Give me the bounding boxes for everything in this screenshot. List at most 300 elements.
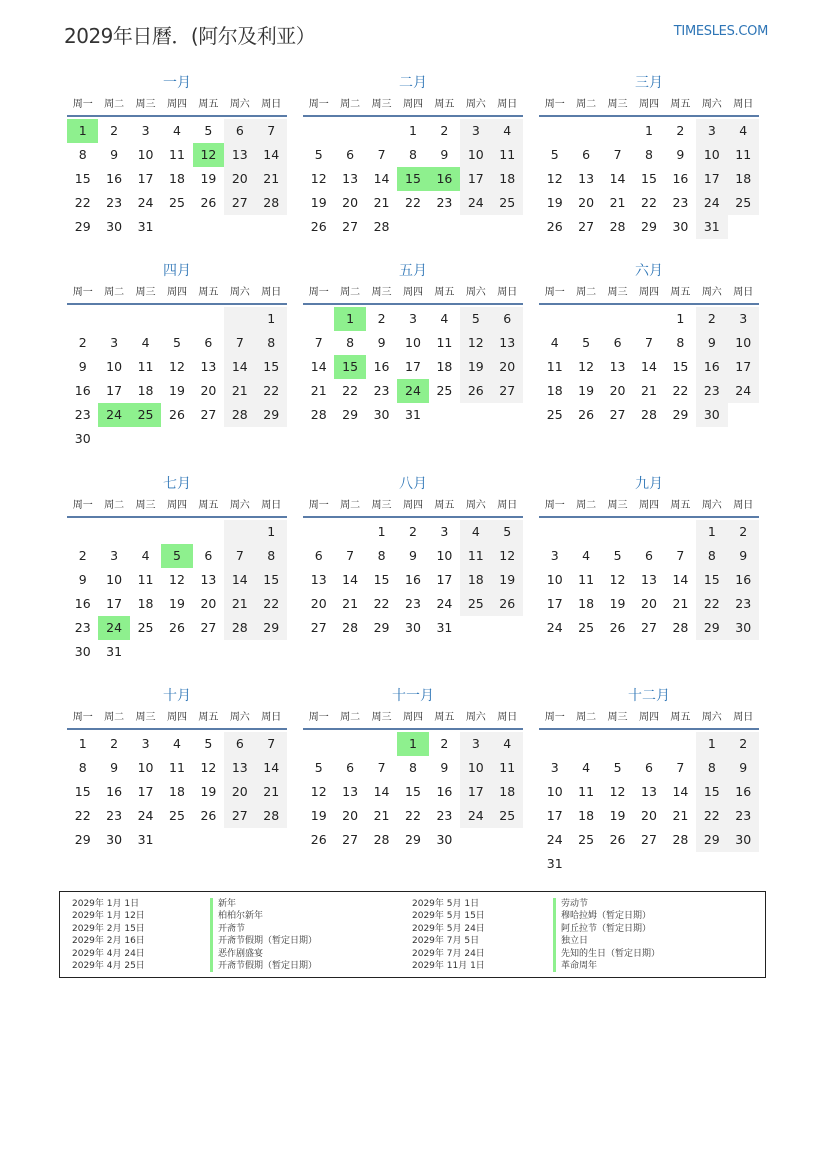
day-cell[interactable]: 31	[137, 219, 154, 234]
day-cell[interactable]: 11	[137, 359, 154, 374]
day-cell[interactable]: 15	[256, 355, 287, 379]
day-cell[interactable]: 29	[256, 403, 287, 427]
day-cell[interactable]: 29	[696, 828, 727, 852]
day-cell[interactable]: 28	[256, 804, 287, 828]
day-cell[interactable]: 26	[578, 407, 595, 422]
day-cell[interactable]: 31	[137, 832, 154, 847]
day-cell[interactable]: 14	[672, 784, 689, 799]
day-cell[interactable]: 15	[696, 568, 727, 592]
day-cell[interactable]: 17	[137, 784, 154, 799]
day-cell[interactable]: 17	[106, 383, 123, 398]
day-cell[interactable]: 18	[460, 568, 491, 592]
day-cell[interactable]: 26	[169, 407, 185, 422]
day-cell[interactable]: 22	[641, 195, 657, 210]
day-cell[interactable]: 18	[578, 596, 595, 611]
day-cell[interactable]: 11	[546, 359, 563, 374]
day-cell[interactable]: 4	[173, 736, 181, 751]
day-cell[interactable]: 13	[578, 171, 595, 186]
day-cell[interactable]: 3	[110, 548, 119, 563]
day-cell[interactable]: 7	[377, 760, 386, 775]
day-cell[interactable]: 15	[373, 572, 390, 587]
day-cell[interactable]: 8	[78, 147, 87, 162]
day-cell[interactable]: 9	[728, 544, 759, 568]
day-cell[interactable]: 11	[169, 147, 185, 162]
day-cell[interactable]: 20	[609, 383, 626, 398]
holiday-day-cell[interactable]: 1	[334, 307, 365, 331]
day-cell[interactable]: 28	[672, 620, 689, 635]
day-cell[interactable]: 4	[440, 311, 449, 326]
day-cell[interactable]: 28	[310, 407, 327, 422]
day-cell[interactable]: 13	[200, 572, 217, 587]
day-cell[interactable]: 29	[696, 616, 727, 640]
day-cell[interactable]: 24	[546, 620, 563, 635]
day-cell[interactable]: 23	[696, 379, 727, 403]
day-cell[interactable]: 23	[373, 383, 390, 398]
day-cell[interactable]: 3	[409, 311, 417, 326]
day-cell[interactable]: 16	[106, 784, 123, 799]
day-cell[interactable]: 19	[492, 568, 523, 592]
day-cell[interactable]: 4	[141, 548, 150, 563]
day-cell[interactable]: 15	[74, 784, 91, 799]
day-cell[interactable]: 22	[696, 804, 727, 828]
day-cell[interactable]: 16	[672, 171, 689, 186]
holiday-day-cell[interactable]: 1	[67, 119, 98, 143]
day-cell[interactable]: 31	[436, 620, 453, 635]
day-cell[interactable]: 16	[728, 568, 759, 592]
day-cell[interactable]: 21	[256, 167, 287, 191]
day-cell[interactable]: 21	[672, 808, 689, 823]
day-cell[interactable]: 23	[106, 195, 123, 210]
day-cell[interactable]: 7	[676, 548, 685, 563]
day-cell[interactable]: 9	[409, 548, 417, 563]
day-cell[interactable]: 12	[578, 359, 595, 374]
holiday-day-cell[interactable]: 12	[193, 143, 224, 167]
day-cell[interactable]: 31	[405, 407, 421, 422]
day-cell[interactable]: 3	[141, 736, 150, 751]
day-cell[interactable]: 28	[609, 219, 626, 234]
day-cell[interactable]: 14	[256, 756, 287, 780]
day-cell[interactable]: 23	[672, 195, 689, 210]
day-cell[interactable]: 6	[492, 307, 523, 331]
day-cell[interactable]: 27	[641, 620, 657, 635]
day-cell[interactable]: 23	[106, 808, 123, 823]
day-cell[interactable]: 8	[256, 331, 287, 355]
day-cell[interactable]: 3	[550, 548, 559, 563]
day-cell[interactable]: 13	[609, 359, 626, 374]
day-cell[interactable]: 3	[440, 524, 449, 539]
day-cell[interactable]: 18	[492, 780, 523, 804]
day-cell[interactable]: 27	[342, 219, 359, 234]
day-cell[interactable]: 8	[676, 335, 685, 350]
day-cell[interactable]: 24	[728, 379, 759, 403]
day-cell[interactable]: 9	[377, 335, 386, 350]
day-cell[interactable]: 3	[728, 307, 759, 331]
day-cell[interactable]: 7	[377, 147, 386, 162]
day-cell[interactable]: 4	[173, 123, 181, 138]
day-cell[interactable]: 5	[314, 147, 323, 162]
day-cell[interactable]: 3	[550, 760, 559, 775]
day-cell[interactable]: 10	[137, 147, 154, 162]
day-cell[interactable]: 20	[200, 596, 217, 611]
day-cell[interactable]: 6	[346, 147, 355, 162]
day-cell[interactable]: 19	[609, 596, 626, 611]
day-cell[interactable]: 11	[169, 760, 185, 775]
day-cell[interactable]: 18	[492, 167, 523, 191]
day-cell[interactable]: 14	[641, 359, 657, 374]
day-cell[interactable]: 9	[110, 760, 119, 775]
day-cell[interactable]: 15	[696, 780, 727, 804]
day-cell[interactable]: 26	[609, 620, 626, 635]
day-cell[interactable]: 25	[492, 191, 523, 215]
day-cell[interactable]: 19	[169, 596, 185, 611]
day-cell[interactable]: 22	[74, 195, 91, 210]
day-cell[interactable]: 5	[204, 736, 213, 751]
day-cell[interactable]: 19	[200, 784, 217, 799]
day-cell[interactable]: 20	[492, 355, 523, 379]
day-cell[interactable]: 15	[672, 359, 689, 374]
day-cell[interactable]: 1	[256, 520, 287, 544]
day-cell[interactable]: 16	[436, 784, 453, 799]
day-cell[interactable]: 9	[440, 760, 449, 775]
day-cell[interactable]: 12	[310, 784, 327, 799]
day-cell[interactable]: 21	[224, 379, 255, 403]
day-cell[interactable]: 3	[460, 119, 491, 143]
day-cell[interactable]: 25	[169, 195, 185, 210]
day-cell[interactable]: 1	[377, 524, 386, 539]
day-cell[interactable]: 2	[377, 311, 386, 326]
day-cell[interactable]: 24	[137, 195, 154, 210]
day-cell[interactable]: 12	[609, 572, 626, 587]
day-cell[interactable]: 30	[728, 828, 759, 852]
day-cell[interactable]: 10	[728, 331, 759, 355]
day-cell[interactable]: 25	[137, 620, 154, 635]
day-cell[interactable]: 31	[106, 644, 123, 659]
day-cell[interactable]: 29	[641, 219, 657, 234]
day-cell[interactable]: 24	[460, 804, 491, 828]
day-cell[interactable]: 21	[373, 195, 390, 210]
day-cell[interactable]: 31	[546, 856, 563, 871]
day-cell[interactable]: 25	[578, 832, 595, 847]
day-cell[interactable]: 19	[546, 195, 563, 210]
day-cell[interactable]: 16	[74, 596, 91, 611]
day-cell[interactable]: 8	[346, 335, 355, 350]
day-cell[interactable]: 25	[169, 808, 185, 823]
day-cell[interactable]: 25	[546, 407, 563, 422]
day-cell[interactable]: 3	[460, 732, 491, 756]
day-cell[interactable]: 2	[728, 732, 759, 756]
day-cell[interactable]: 29	[672, 407, 689, 422]
day-cell[interactable]: 1	[78, 736, 87, 751]
day-cell[interactable]: 13	[310, 572, 327, 587]
day-cell[interactable]: 29	[74, 832, 91, 847]
day-cell[interactable]: 5	[550, 147, 559, 162]
day-cell[interactable]: 6	[346, 760, 355, 775]
day-cell[interactable]: 2	[728, 520, 759, 544]
day-cell[interactable]: 27	[342, 832, 359, 847]
day-cell[interactable]: 26	[200, 195, 217, 210]
day-cell[interactable]: 7	[256, 119, 287, 143]
day-cell[interactable]: 6	[314, 548, 323, 563]
day-cell[interactable]: 3	[696, 119, 727, 143]
day-cell[interactable]: 17	[546, 808, 563, 823]
day-cell[interactable]: 2	[676, 123, 685, 138]
day-cell[interactable]: 9	[696, 331, 727, 355]
day-cell[interactable]: 8	[409, 760, 417, 775]
day-cell[interactable]: 23	[728, 804, 759, 828]
day-cell[interactable]: 23	[405, 596, 421, 611]
day-cell[interactable]: 20	[342, 195, 359, 210]
day-cell[interactable]: 4	[460, 520, 491, 544]
day-cell[interactable]: 21	[641, 383, 657, 398]
day-cell[interactable]: 28	[224, 403, 255, 427]
day-cell[interactable]: 17	[460, 780, 491, 804]
day-cell[interactable]: 10	[106, 359, 123, 374]
day-cell[interactable]: 30	[436, 832, 453, 847]
day-cell[interactable]: 17	[436, 572, 453, 587]
day-cell[interactable]: 2	[78, 335, 87, 350]
day-cell[interactable]: 6	[204, 335, 213, 350]
day-cell[interactable]: 7	[346, 548, 355, 563]
day-cell[interactable]: 29	[256, 616, 287, 640]
day-cell[interactable]: 19	[310, 195, 327, 210]
day-cell[interactable]: 12	[492, 544, 523, 568]
day-cell[interactable]: 13	[641, 572, 657, 587]
day-cell[interactable]: 4	[550, 335, 559, 350]
day-cell[interactable]: 20	[224, 167, 255, 191]
day-cell[interactable]: 14	[224, 568, 255, 592]
day-cell[interactable]: 30	[106, 832, 123, 847]
day-cell[interactable]: 7	[256, 732, 287, 756]
day-cell[interactable]: 30	[728, 616, 759, 640]
day-cell[interactable]: 18	[728, 167, 759, 191]
day-cell[interactable]: 14	[224, 355, 255, 379]
day-cell[interactable]: 12	[169, 572, 185, 587]
day-cell[interactable]: 13	[224, 143, 255, 167]
day-cell[interactable]: 21	[310, 383, 327, 398]
day-cell[interactable]: 21	[224, 592, 255, 616]
day-cell[interactable]: 15	[641, 171, 657, 186]
day-cell[interactable]: 14	[373, 784, 390, 799]
day-cell[interactable]: 3	[141, 123, 150, 138]
day-cell[interactable]: 20	[310, 596, 327, 611]
holiday-day-cell[interactable]: 5	[161, 544, 192, 568]
site-logo-text[interactable]: TIMESLES.COM	[673, 24, 768, 39]
day-cell[interactable]: 20	[641, 808, 657, 823]
day-cell[interactable]: 2	[110, 736, 119, 751]
holiday-day-cell[interactable]: 24	[98, 403, 129, 427]
day-cell[interactable]: 8	[409, 147, 417, 162]
day-cell[interactable]: 8	[377, 548, 386, 563]
day-cell[interactable]: 1	[696, 732, 727, 756]
day-cell[interactable]: 20	[578, 195, 595, 210]
day-cell[interactable]: 3	[110, 335, 119, 350]
day-cell[interactable]: 11	[578, 784, 595, 799]
day-cell[interactable]: 17	[460, 167, 491, 191]
day-cell[interactable]: 2	[409, 524, 417, 539]
day-cell[interactable]: 19	[310, 808, 327, 823]
day-cell[interactable]: 26	[310, 219, 327, 234]
day-cell[interactable]: 25	[460, 592, 491, 616]
day-cell[interactable]: 1	[676, 311, 685, 326]
day-cell[interactable]: 22	[373, 596, 390, 611]
day-cell[interactable]: 22	[405, 808, 421, 823]
day-cell[interactable]: 20	[342, 808, 359, 823]
day-cell[interactable]: 26	[492, 592, 523, 616]
day-cell[interactable]: 15	[256, 568, 287, 592]
day-cell[interactable]: 7	[676, 760, 685, 775]
day-cell[interactable]: 8	[78, 760, 87, 775]
day-cell[interactable]: 2	[696, 307, 727, 331]
day-cell[interactable]: 20	[641, 596, 657, 611]
day-cell[interactable]: 26	[546, 219, 563, 234]
day-cell[interactable]: 30	[74, 644, 91, 659]
day-cell[interactable]: 1	[645, 123, 653, 138]
day-cell[interactable]: 6	[582, 147, 591, 162]
day-cell[interactable]: 14	[672, 572, 689, 587]
day-cell[interactable]: 6	[224, 732, 255, 756]
day-cell[interactable]: 2	[110, 123, 119, 138]
holiday-day-cell[interactable]: 24	[397, 379, 428, 403]
day-cell[interactable]: 5	[613, 760, 622, 775]
day-cell[interactable]: 1	[696, 520, 727, 544]
day-cell[interactable]: 31	[696, 215, 727, 239]
day-cell[interactable]: 20	[224, 780, 255, 804]
day-cell[interactable]: 17	[106, 596, 123, 611]
day-cell[interactable]: 19	[460, 355, 491, 379]
day-cell[interactable]: 14	[256, 143, 287, 167]
day-cell[interactable]: 22	[256, 379, 287, 403]
day-cell[interactable]: 30	[106, 219, 123, 234]
day-cell[interactable]: 4	[141, 335, 150, 350]
day-cell[interactable]: 5	[492, 520, 523, 544]
day-cell[interactable]: 19	[578, 383, 595, 398]
day-cell[interactable]: 28	[672, 832, 689, 847]
day-cell[interactable]: 17	[137, 171, 154, 186]
day-cell[interactable]: 6	[645, 548, 653, 563]
day-cell[interactable]: 18	[169, 171, 185, 186]
day-cell[interactable]: 27	[224, 804, 255, 828]
day-cell[interactable]: 27	[200, 407, 217, 422]
day-cell[interactable]: 24	[696, 191, 727, 215]
day-cell[interactable]: 30	[405, 620, 421, 635]
day-cell[interactable]: 6	[613, 335, 622, 350]
day-cell[interactable]: 19	[609, 808, 626, 823]
day-cell[interactable]: 28	[342, 620, 359, 635]
day-cell[interactable]: 14	[310, 359, 327, 374]
day-cell[interactable]: 10	[460, 143, 491, 167]
day-cell[interactable]: 22	[74, 808, 91, 823]
day-cell[interactable]: 23	[436, 195, 453, 210]
day-cell[interactable]: 10	[436, 548, 453, 563]
day-cell[interactable]: 12	[200, 760, 217, 775]
day-cell[interactable]: 2	[440, 736, 449, 751]
day-cell[interactable]: 11	[460, 544, 491, 568]
day-cell[interactable]: 25	[578, 620, 595, 635]
day-cell[interactable]: 13	[342, 171, 359, 186]
day-cell[interactable]: 14	[609, 171, 626, 186]
day-cell[interactable]: 16	[373, 359, 390, 374]
day-cell[interactable]: 30	[74, 431, 91, 446]
day-cell[interactable]: 5	[460, 307, 491, 331]
day-cell[interactable]: 16	[74, 383, 91, 398]
day-cell[interactable]: 18	[578, 808, 595, 823]
day-cell[interactable]: 4	[492, 732, 523, 756]
day-cell[interactable]: 29	[405, 832, 421, 847]
day-cell[interactable]: 5	[173, 335, 181, 350]
day-cell[interactable]: 7	[224, 331, 255, 355]
day-cell[interactable]: 30	[696, 403, 727, 427]
day-cell[interactable]: 10	[405, 335, 421, 350]
day-cell[interactable]: 5	[582, 335, 591, 350]
day-cell[interactable]: 28	[373, 219, 390, 234]
day-cell[interactable]: 8	[696, 544, 727, 568]
day-cell[interactable]: 28	[224, 616, 255, 640]
day-cell[interactable]: 26	[310, 832, 327, 847]
day-cell[interactable]: 21	[373, 808, 390, 823]
day-cell[interactable]: 27	[310, 620, 327, 635]
day-cell[interactable]: 16	[696, 355, 727, 379]
day-cell[interactable]: 17	[696, 167, 727, 191]
holiday-day-cell[interactable]: 15	[397, 167, 428, 191]
day-cell[interactable]: 27	[609, 407, 626, 422]
day-cell[interactable]: 27	[641, 832, 657, 847]
day-cell[interactable]: 10	[546, 572, 563, 587]
holiday-day-cell[interactable]: 15	[334, 355, 365, 379]
day-cell[interactable]: 12	[609, 784, 626, 799]
day-cell[interactable]: 24	[546, 832, 563, 847]
day-cell[interactable]: 4	[582, 548, 591, 563]
day-cell[interactable]: 1	[256, 307, 287, 331]
day-cell[interactable]: 9	[78, 359, 87, 374]
day-cell[interactable]: 9	[440, 147, 449, 162]
day-cell[interactable]: 18	[137, 383, 154, 398]
day-cell[interactable]: 14	[373, 171, 390, 186]
day-cell[interactable]: 15	[74, 171, 91, 186]
day-cell[interactable]: 22	[342, 383, 359, 398]
day-cell[interactable]: 28	[256, 191, 287, 215]
day-cell[interactable]: 11	[436, 335, 453, 350]
day-cell[interactable]: 21	[672, 596, 689, 611]
day-cell[interactable]: 22	[672, 383, 689, 398]
day-cell[interactable]: 26	[200, 808, 217, 823]
day-cell[interactable]: 24	[137, 808, 154, 823]
holiday-day-cell[interactable]: 16	[429, 167, 460, 191]
day-cell[interactable]: 4	[492, 119, 523, 143]
day-cell[interactable]: 24	[460, 191, 491, 215]
day-cell[interactable]: 21	[342, 596, 359, 611]
day-cell[interactable]: 25	[492, 804, 523, 828]
day-cell[interactable]: 17	[728, 355, 759, 379]
day-cell[interactable]: 25	[436, 383, 453, 398]
day-cell[interactable]: 17	[546, 596, 563, 611]
day-cell[interactable]: 27	[492, 379, 523, 403]
day-cell[interactable]: 2	[78, 548, 87, 563]
day-cell[interactable]: 27	[578, 219, 595, 234]
day-cell[interactable]: 22	[696, 592, 727, 616]
day-cell[interactable]: 29	[373, 620, 390, 635]
day-cell[interactable]: 13	[492, 331, 523, 355]
day-cell[interactable]: 9	[728, 756, 759, 780]
day-cell[interactable]: 10	[460, 756, 491, 780]
day-cell[interactable]: 28	[641, 407, 657, 422]
day-cell[interactable]: 9	[78, 572, 87, 587]
holiday-day-cell[interactable]: 25	[130, 403, 161, 427]
day-cell[interactable]: 21	[256, 780, 287, 804]
day-cell[interactable]: 26	[460, 379, 491, 403]
day-cell[interactable]: 21	[609, 195, 626, 210]
day-cell[interactable]: 4	[728, 119, 759, 143]
day-cell[interactable]: 10	[546, 784, 563, 799]
